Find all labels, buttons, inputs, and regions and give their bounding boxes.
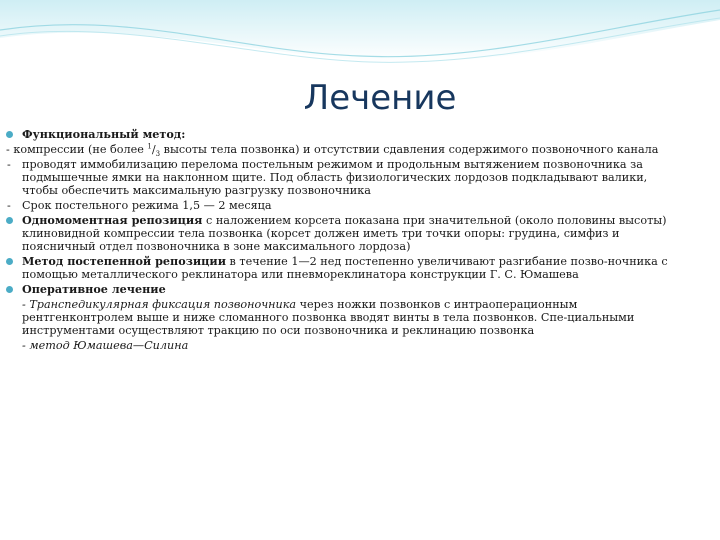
item-text: в течение 1—2 нед постепенно увеличивают разгибание позво-ночника с помощью металлического реклинатора или пневмореклинатора конструкции Г. С. Юмашева <box>22 255 668 281</box>
item-emphasis: - метод Юмашева—Силина <box>22 339 189 352</box>
fraction-numerator: 1 <box>147 142 152 151</box>
item-lead: Функциональный метод: <box>22 127 186 141</box>
list-item <box>22 214 682 253</box>
list-item <box>22 283 682 296</box>
dash: - <box>7 199 11 212</box>
wave-decoration <box>0 0 720 80</box>
list-item <box>22 255 682 281</box>
list-item <box>22 339 682 352</box>
bullet-dot <box>6 258 13 265</box>
list-item <box>7 199 682 212</box>
dash: - <box>6 143 10 156</box>
fraction-denominator: 3 <box>155 150 161 159</box>
item-emphasis: - Транспедикулярная фиксация позвоночника <box>22 298 297 311</box>
item-lead: Оперативное лечение <box>22 282 166 296</box>
item-lead: Одномоментная репозиция <box>22 213 203 227</box>
item-text: с наложением корсета показана при значительной (около половины высоты) клиновидной компрессии тела позвонка (корсет должен иметь три точки опоры: грудина, симфиз и поясничный отдел позвоночника в зоне максимального лордоза) <box>22 214 667 253</box>
slide-title: Лечение <box>303 78 457 118</box>
fraction-slash: / <box>151 143 156 156</box>
item-text-rest: высоты тела позвонка) и отсутствии сдавления содержимого позвоночного канала <box>160 143 659 156</box>
item-lead: Метод постепенной репозиции <box>22 254 226 268</box>
bullet-dot <box>6 131 13 138</box>
item-text: Срок постельного режима 1,5 — 2 месяца <box>22 199 272 212</box>
slide-body <box>6 127 682 354</box>
bullet-dot <box>6 217 13 224</box>
bullet-dot <box>6 286 13 293</box>
item-text: проводят иммобилизацию перелома постельным режимом и продольным вытяжением позвоночника за подмышечные ямки на наклонном щите. Под область физиологических лордозов подкладывают валики, чтобы обеспечить максимальную разгрузку позвоночника <box>22 158 648 197</box>
item-text: через ножки позвонков с интраоперационным рентгенконтролем выше и ниже сломанного позвонка вводят винты в тела позвонков. Спе-циальными инструментами осуществляют тракцию по оси позвоночника и реклинацию позвонка <box>22 298 635 337</box>
item-text: компрессии (не более <box>13 143 148 156</box>
list-item <box>6 142 682 159</box>
list-item <box>7 158 682 197</box>
list-item <box>22 128 682 141</box>
dash: - <box>7 158 11 171</box>
list-item <box>22 298 682 337</box>
